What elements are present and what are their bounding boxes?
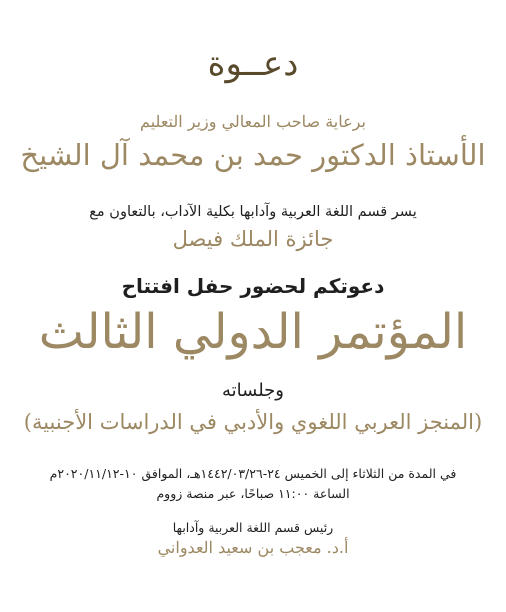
event-dates: في المدة من الثلاثاء إلى الخميس ٢٤-١٤٤٢/٠٣/٢٦هـ، الموافق ١٠-٢٠٢٠/١١/١٢م bbox=[49, 466, 457, 481]
award-name: جائزة الملك فيصل bbox=[172, 227, 334, 251]
department-head-name: أ.د. معجب بن سعيد العدواني bbox=[157, 538, 349, 557]
event-time: الساعة ١١:٠٠ صباحًا، عبر منصة زووم bbox=[156, 486, 350, 501]
sessions-label: وجلساته bbox=[222, 380, 284, 401]
patron-line: برعاية صاحب المعالي وزير التعليم bbox=[140, 112, 366, 131]
conference-theme: (المنجز العربي اللغوي والأدبي في الدراسات الأجنبية) bbox=[23, 410, 483, 434]
minister-name: الأستاذ الدكتور حمد بن محمد آل الشيخ bbox=[20, 138, 486, 172]
invitation-title: دعــوة bbox=[207, 44, 299, 84]
invite-text: دعوتكم لحضور حفل افتتاح bbox=[121, 274, 385, 298]
host-line: يسر قسم اللغة العربية وآدابها بكلية الآداب، بالتعاون مع bbox=[89, 204, 417, 220]
department-head-title: رئيس قسم اللغة العربية وآدابها bbox=[172, 520, 334, 535]
conference-title: المؤتمر الدولي الثالث bbox=[38, 304, 468, 360]
